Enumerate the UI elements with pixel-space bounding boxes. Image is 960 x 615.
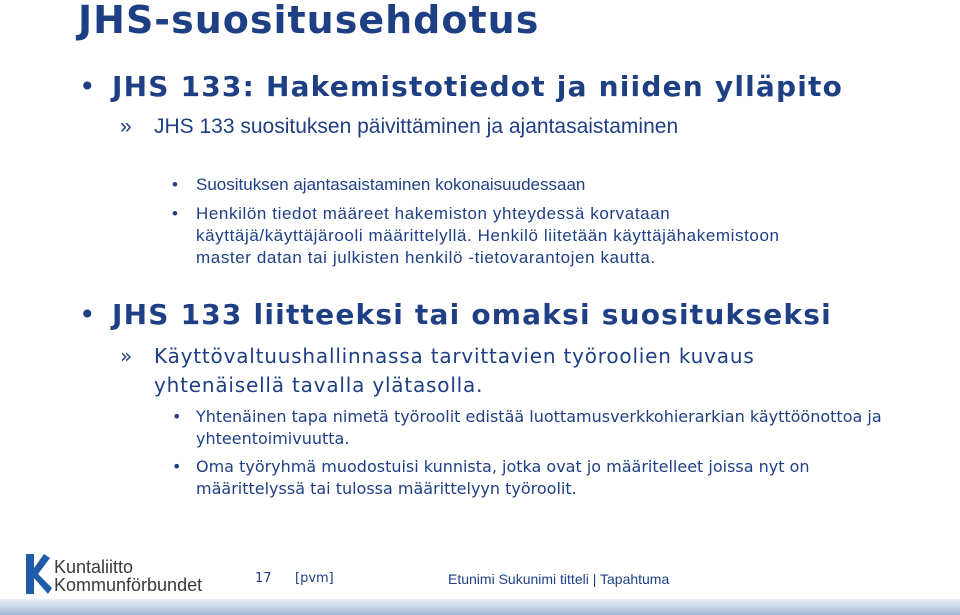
bullet-main-2	[79, 298, 832, 331]
list-item: • Henkilön tiedot määreet hakemiston yhteydessä korvataan käyttäjä/käyttäjärooli määrittelyllä. Henkilö liitetään käyttäjähakemistoon master datan tai julkisten henkilö -tietovarantojen kautta.	[172, 204, 780, 267]
bullet-main-2-text: JHS 133 liitteeksi tai omaksi suositukseksi	[112, 298, 832, 331]
footer-date: [pvm]	[295, 571, 334, 586]
footer-band	[0, 599, 960, 615]
kuntaliitto-emblem-icon	[22, 552, 52, 596]
bullet-dot: •	[172, 204, 179, 223]
sub-bullet-2-text: Käyttövaltuushallinnassa tarvittavien työroolien kuvaus yhtenäisellä tavalla ylätasolla.	[154, 344, 755, 397]
sub-bullet-marker: »	[120, 115, 132, 138]
slide-footer	[0, 552, 960, 615]
logo-line-1: Kuntaliitto	[54, 557, 134, 577]
page-number: 17	[255, 571, 272, 586]
list-item: • Oma työryhmä muodostuisi kunnista, jotka ovat jo määritelleet joissa nyt on määrittelyssä tai tulossa määrittelyyn työroolit.	[172, 457, 810, 498]
sub-bullet-2	[120, 342, 854, 400]
kuntaliitto-logo	[22, 552, 222, 602]
bullet-main-1-text: JHS 133: Hakemistotiedot ja niiden ylläpito	[112, 70, 844, 103]
bullet-dot: •	[172, 457, 182, 476]
sub-bullet-1	[120, 112, 714, 141]
bullet-dot: •	[172, 175, 178, 194]
bullet-dot: •	[79, 70, 97, 103]
logo-line-2: Kommunförbundet	[54, 575, 203, 595]
bullet-dot: •	[79, 298, 97, 331]
list-item: • Yhtenäinen tapa nimetä työroolit edistää luottamusverkkohierarkian käyttöönottoa ja yhteentoimivuutta.	[172, 407, 882, 448]
sub-bullet-marker: »	[120, 344, 134, 368]
bullet-dot: •	[172, 407, 182, 426]
sub-bullet-1-text: JHS 133 suosituksen päivittäminen ja ajantasaistaminen	[154, 115, 679, 138]
footer-author-event: Etunimi Sukunimi titteli | Tapahtuma	[448, 571, 670, 587]
page-title: JHS-suositusehdotus	[78, 0, 540, 42]
bullet-main-1	[79, 70, 844, 103]
list-item: • Suosituksen ajantasaistaminen kokonaisuudessaan	[172, 175, 586, 194]
